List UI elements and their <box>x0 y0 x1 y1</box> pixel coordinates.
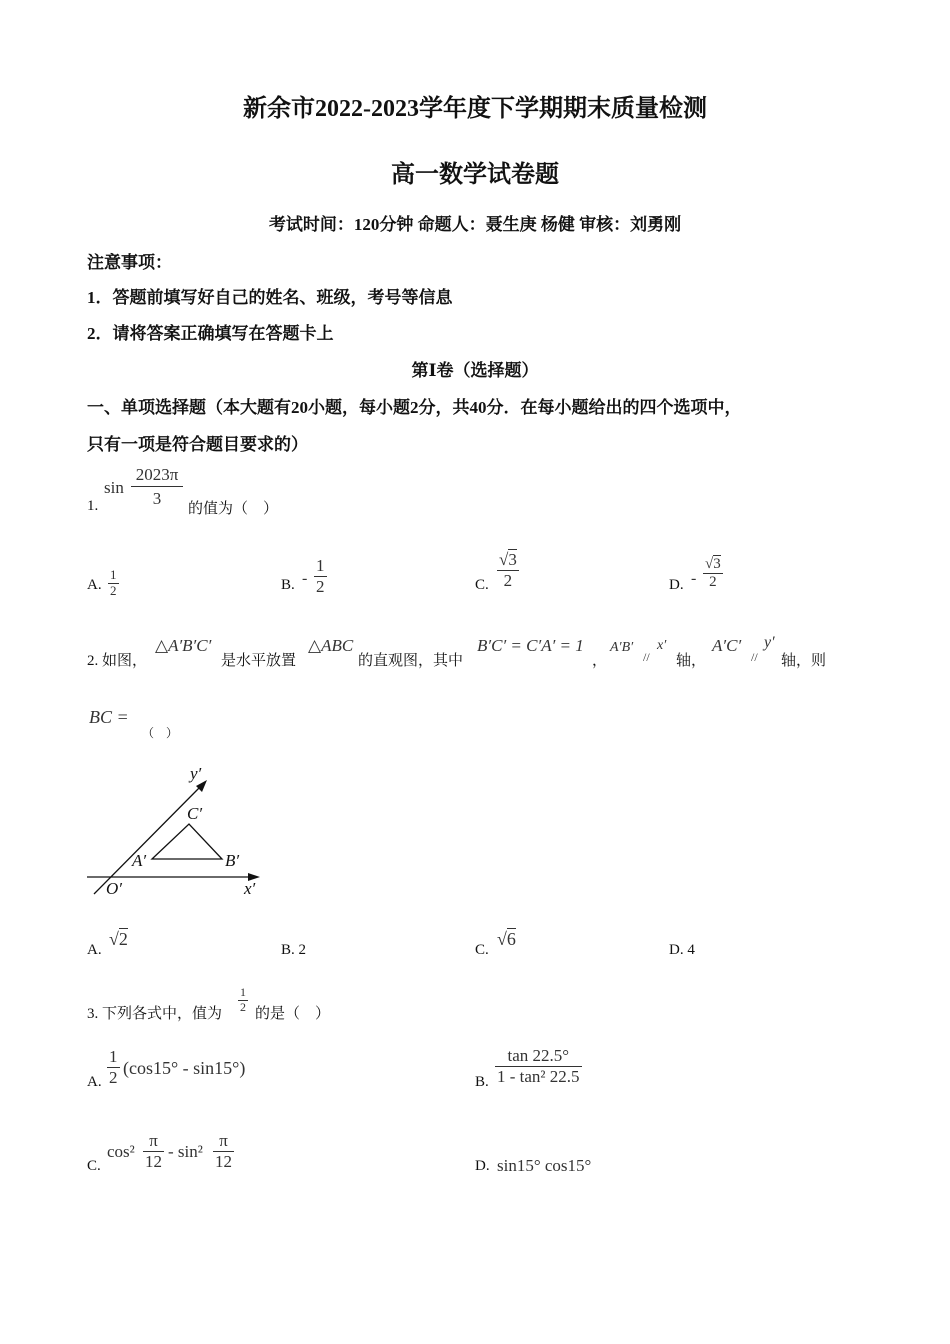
q1-option-a-frac <box>108 568 119 599</box>
q1-d-num: √3 <box>703 556 723 574</box>
q3-option-b-label: B. <box>475 1074 489 1090</box>
q2-comma: ， <box>592 653 608 669</box>
q3-stem-pre: 3. 下列各式中，值为 <box>87 1006 223 1022</box>
q3-c-cos: cos² <box>107 1142 135 1161</box>
q3-a-den: 2 <box>109 1067 118 1087</box>
q1-option-d-frac <box>703 556 723 592</box>
q2-option-c-label: C. <box>475 942 489 958</box>
q1-frac-den: 3 <box>152 489 162 508</box>
q1-tail: 的值为（ ） <box>188 501 279 517</box>
q2-bc: BC = <box>89 707 129 727</box>
q1-c-num: √3 <box>499 550 517 569</box>
q2-c-rad: 6 <box>506 929 516 949</box>
q1-option-b-frac <box>314 556 327 596</box>
q2-par2-b: y′ <box>764 634 775 651</box>
q2-triangle-2: △ABC <box>308 636 354 655</box>
q2-paren: （ ） <box>142 726 179 740</box>
q3-option-c-label: C. <box>87 1158 101 1174</box>
q1-b-num: 1 <box>316 556 325 575</box>
q1-b-den: 2 <box>316 576 325 596</box>
notice-item-2: 2．请将答案正确填写在答题卡上 <box>87 324 334 343</box>
q1-c-rad: 3 <box>508 550 517 569</box>
q3-b-den: 1 - tan² 22.5 <box>497 1066 580 1086</box>
q2-number: 2. 如图， <box>87 653 148 669</box>
q2-par2-sym: // <box>751 650 758 664</box>
q2-text-1: 是水平放置 <box>221 653 297 669</box>
q3-a-num: 1 <box>109 1047 118 1066</box>
q1-b-sign: - <box>302 570 308 587</box>
triangle-abc <box>152 824 222 859</box>
q2-option-a-value: √2 <box>109 929 128 949</box>
q1-frac-num: 2023π <box>131 464 183 487</box>
q3-c-pi-1: π <box>143 1131 164 1152</box>
q2-option-d: D. 4 <box>669 942 695 958</box>
q3-stem-half <box>238 986 248 1015</box>
q3-option-d-expr: sin15° cos15° <box>497 1156 592 1175</box>
q3-c-frac-1 <box>143 1131 164 1171</box>
q1-fraction <box>131 464 183 511</box>
q1-d-den: 2 <box>709 574 717 591</box>
q3-c-den-2: 12 <box>215 1151 232 1171</box>
notice-heading: 注意事项： <box>87 253 172 272</box>
q3-option-d-label: D. <box>475 1158 490 1174</box>
q2-axis-1: 轴， <box>676 653 707 669</box>
label-x: x′ <box>244 879 256 898</box>
q2-figure <box>85 762 265 902</box>
q2-equation: B′C′ = C′A′ = 1 <box>477 636 584 655</box>
q3-c-den-1: 12 <box>145 1151 162 1171</box>
q1-c-den: 2 <box>503 570 513 590</box>
q3-c-frac-2 <box>213 1131 234 1171</box>
q3-b-num: tan 22.5° <box>495 1046 582 1067</box>
q1-a-den: 2 <box>110 582 117 598</box>
exam-title: 新余市2022-2023学年度下学期期末质量检测 <box>243 96 707 122</box>
q2-triangle-1: △A′B′C′ <box>155 636 212 655</box>
q3-c-minus-sin: - sin² <box>168 1142 203 1161</box>
q3-half-num: 1 <box>240 985 246 999</box>
exam-info: 考试时间：120分钟 命题人：聂生庚 杨健 审核：刘勇刚 <box>268 215 682 234</box>
q3-option-b-frac <box>495 1046 582 1086</box>
q1-d-rad: 3 <box>713 556 721 572</box>
q1-option-a-label: A. <box>87 577 102 593</box>
q2-option-a-label: A. <box>87 942 102 958</box>
label-c: C′ <box>187 804 203 823</box>
notice-item-1: 1．答题前填写好自己的姓名、班级，考号等信息 <box>87 288 453 307</box>
label-y: y′ <box>190 764 202 783</box>
q1-option-b-label: B. <box>281 577 295 593</box>
part-instruction-line2: 只有一项是符合题目要求的） <box>87 435 308 454</box>
q3-option-a-expr: (cos15° - sin15°) <box>123 1058 246 1078</box>
label-b: B′ <box>225 851 240 870</box>
q3-option-a-label: A. <box>87 1074 102 1090</box>
q2-option-b: B. 2 <box>281 942 307 958</box>
q2-par1-b: x′ <box>657 638 667 653</box>
label-o: O′ <box>106 879 122 898</box>
label-a: A′ <box>132 851 147 870</box>
q2-a-rad: 2 <box>118 929 128 949</box>
q2-axis-2: 轴，则 <box>781 653 827 669</box>
q1-a-num: 1 <box>110 567 117 582</box>
volume-title: 第Ⅰ卷（选择题） <box>411 361 539 380</box>
q2-par2-a: A′C′ <box>712 636 742 655</box>
q1-option-c-frac <box>497 550 519 590</box>
q2-par1-a: A′B′ <box>610 640 634 655</box>
q1-sin: sin <box>104 478 124 497</box>
q3-half-den: 2 <box>240 999 246 1014</box>
q3-c-pi-2: π <box>213 1131 234 1152</box>
q3-stem-post: 的是（ ） <box>255 1006 331 1022</box>
q1-option-c-label: C. <box>475 577 489 593</box>
q1-option-d-label: D. <box>669 577 684 593</box>
q1-number: 1. <box>87 498 99 514</box>
exam-subtitle: 高一数学试卷题 <box>391 162 559 188</box>
q2-option-c-value: √6 <box>497 929 516 949</box>
q2-par1-sym: // <box>643 650 650 664</box>
q2-text-2: 的直观图，其中 <box>358 653 464 669</box>
q3-option-a-frac <box>107 1047 120 1087</box>
q1-d-sign: - <box>691 570 697 587</box>
part-instruction-line1: 一、单项选择题（本大题有20小题，每小题2分，共40分．在每小题给出的四个选项中， <box>87 398 742 417</box>
